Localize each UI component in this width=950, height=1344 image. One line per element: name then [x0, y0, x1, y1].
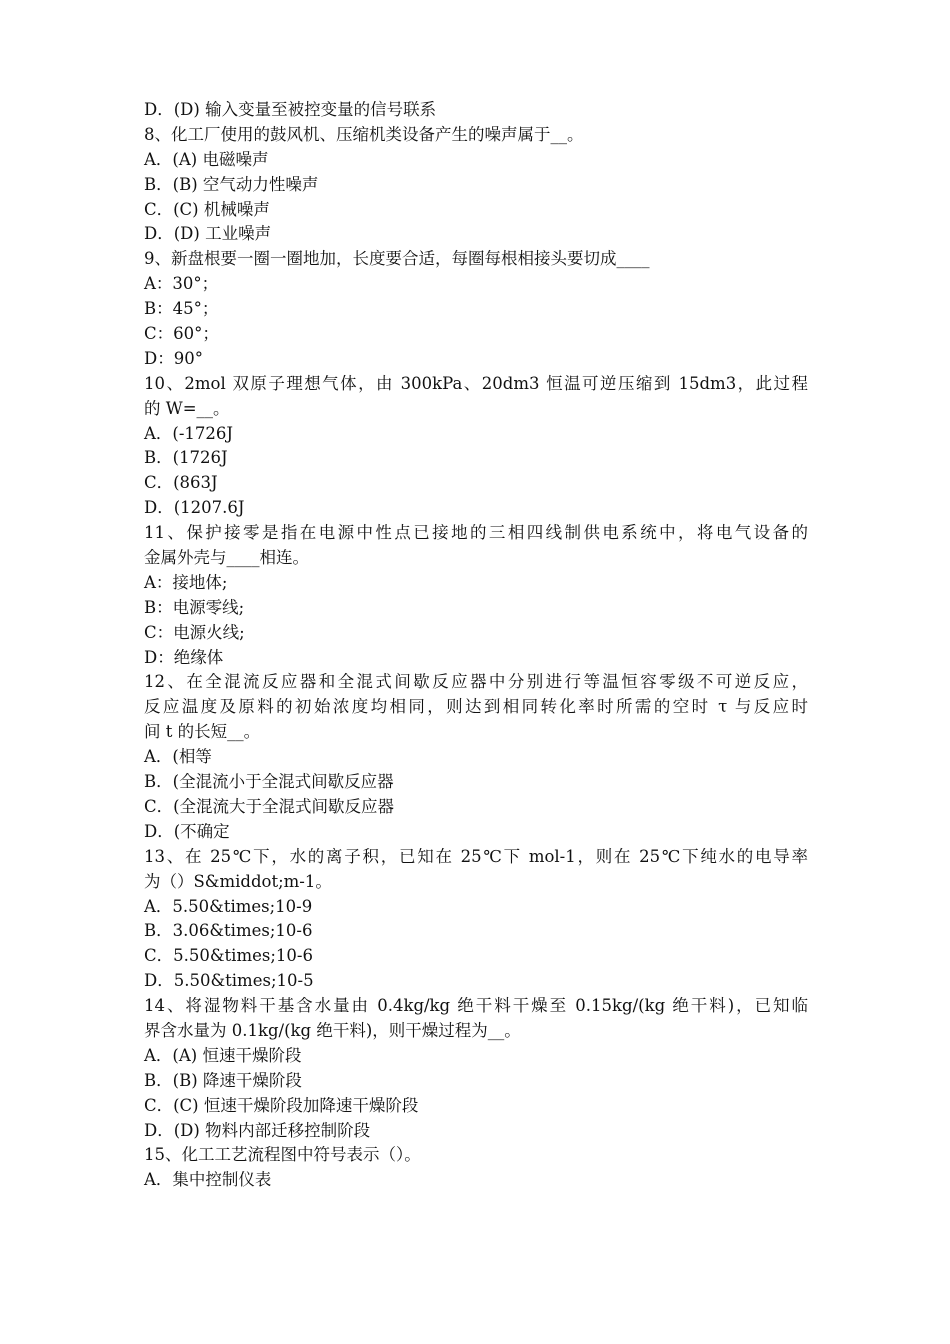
question-10-cont: 的 W=__。	[144, 398, 230, 418]
option-line: B：45°；	[144, 299, 219, 319]
question-11: 11、保护接零是指在电源中性点已接地的三相四线制供电系统中，将电气设备的	[144, 523, 808, 543]
question-15: 15、化工工艺流程图中符号表示（）。	[144, 1145, 421, 1165]
option-line: D：绝缘体	[144, 647, 224, 667]
question-12-cont: 反应温度及原料的初始浓度均相同，则达到相同转化率时所需的空时 τ 与反应时	[144, 697, 808, 717]
option-line: C：60°；	[144, 324, 219, 344]
option-line: B．(1726J	[144, 448, 228, 468]
option-line: D：90°	[144, 348, 203, 368]
option-line: B．(B) 降速干燥阶段	[144, 1070, 302, 1090]
option-line: D．(D) 工业噪声	[144, 224, 272, 244]
option-line: C．(C) 机械噪声	[144, 199, 270, 219]
option-line: A．(A) 电磁噪声	[144, 149, 269, 169]
option-line: C．(863J	[144, 473, 218, 493]
option-line: A．(-1726J	[144, 423, 234, 443]
question-14-cont: 界含水量为 0.1kg/(kg 绝干料)，则干燥过程为__。	[144, 1020, 521, 1040]
option-line: C．(C) 恒速干燥阶段加降速干燥阶段	[144, 1095, 419, 1115]
question-12: 12、在全混流反应器和全混式间歇反应器中分别进行等温恒容零级不可逆反应，	[144, 672, 808, 692]
option-line: A．(相等	[144, 747, 212, 767]
option-line: A．(A) 恒速干燥阶段	[144, 1045, 302, 1065]
option-line: A．集中控制仪表	[144, 1170, 272, 1190]
option-line: B．3.06&times;10-6	[144, 921, 313, 941]
option-line: C：电源火线;	[144, 622, 245, 642]
option-line: D．(D) 输入变量至被控变量的信号联系	[144, 100, 437, 119]
option-line: D．(D) 物料内部迁移控制阶段	[144, 1120, 371, 1140]
option-line: D．(不确定	[144, 821, 230, 841]
question-9: 9、新盘根要一圈一圈地加，长度要合适，每圈每根相接头要切成____	[144, 249, 650, 269]
question-13: 13、在 25℃下，水的离子积，已知在 25℃下 mol-1，则在 25℃下纯水的电导率	[144, 846, 808, 866]
option-line: B．(全混流小于全混式间歇反应器	[144, 772, 394, 792]
option-line: A：30°；	[144, 274, 219, 294]
option-line: B．(B) 空气动力性噪声	[144, 174, 319, 194]
option-line: A：接地体;	[144, 572, 228, 592]
question-10: 10、2mol 双原子理想气体，由 300kPa、20dm3 恒温可逆压缩到 15dm3，此过程	[144, 373, 808, 393]
option-line: B：电源零线;	[144, 597, 245, 617]
option-line: C．5.50&times;10-6	[144, 946, 313, 966]
question-11-cont: 金属外壳与____相连。	[144, 548, 309, 568]
question-14: 14、将湿物料干基含水量由 0.4kg/kg 绝干料干燥至 0.15kg/(kg 绝干料)，已知临	[144, 996, 808, 1016]
option-line: C．(全混流大于全混式间歇反应器	[144, 796, 395, 816]
document-body	[144, 98, 808, 1193]
question-12-cont: 间 t 的长短__。	[144, 722, 261, 742]
question-13-cont: 为（）S&middot;m-1。	[144, 871, 332, 891]
option-line: A．5.50&times;10-9	[144, 896, 313, 916]
option-line: D．(1207.6J	[144, 498, 245, 518]
option-line: D．5.50&times;10-5	[144, 971, 314, 991]
question-8: 8、化工厂使用的鼓风机、压缩机类设备产生的噪声属于__。	[144, 124, 584, 144]
